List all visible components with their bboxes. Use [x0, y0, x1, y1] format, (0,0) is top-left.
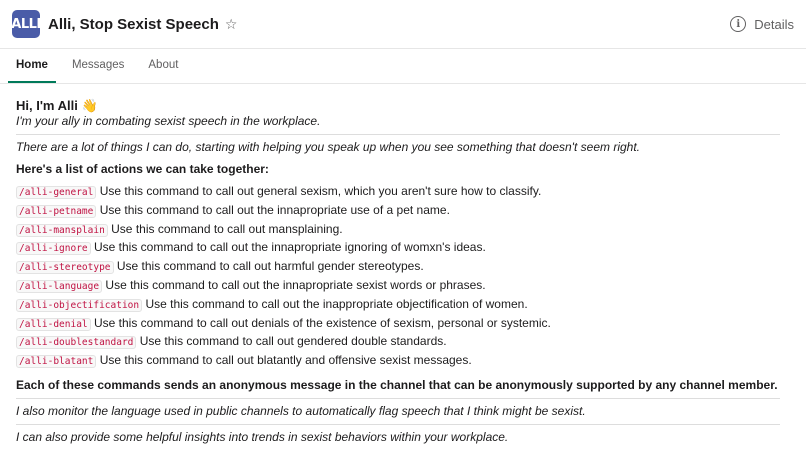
command-description: Use this command to call out the innapropriate sexist words or phrases. — [105, 277, 486, 292]
divider — [16, 398, 780, 399]
command-description: Use this command to call out mansplaining. — [111, 221, 343, 236]
app-title[interactable]: Alli, Stop Sexist Speech — [48, 15, 219, 33]
tab-about[interactable]: About — [148, 59, 179, 71]
command-description: Use this command to call out the innapropriate use of a pet name. — [99, 202, 450, 217]
list-item — [16, 315, 780, 334]
details-button[interactable] — [730, 16, 794, 32]
list-item — [16, 239, 780, 258]
list-item — [16, 221, 780, 240]
list-item — [16, 183, 780, 202]
command-code: /alli-stereotype — [16, 261, 114, 274]
greeting: Hi, I'm Alli 👋 — [16, 98, 98, 113]
list-item — [16, 352, 780, 371]
tab-home[interactable]: Home — [8, 49, 56, 83]
command-code: /alli-petname — [16, 205, 96, 218]
command-list — [16, 183, 780, 371]
command-code: /alli-blatant — [16, 355, 96, 368]
info-icon: i — [730, 16, 746, 32]
list-item — [16, 277, 780, 296]
list-item — [16, 202, 780, 221]
insights-note: I can also provide some helpful insights into trends in sexist behaviors within your workplace. — [16, 429, 509, 444]
command-description: Use this command to call out the inappropriate objectification of women. — [145, 296, 528, 311]
divider — [16, 424, 780, 425]
tab-messages[interactable]: Messages — [71, 59, 125, 71]
command-description: Use this command to call out gendered double standards. — [139, 334, 447, 349]
command-code: /alli-mansplain — [16, 224, 108, 237]
command-description: Use this command to call out blatantly and offensive sexist messages. — [99, 353, 472, 368]
details-label: Details — [754, 16, 794, 32]
command-code: /alli-language — [16, 280, 102, 293]
tab-bar — [0, 49, 806, 84]
command-description: Use this command to call out the innapropriate ignoring of womxn's ideas. — [93, 240, 486, 255]
list-item — [16, 296, 780, 315]
command-code: /alli-doublestandard — [16, 336, 136, 349]
list-item — [16, 258, 780, 277]
app-header — [0, 0, 806, 49]
monitor-note: I also monitor the language used in public channels to automatically flag speech that I think might be sexist. — [16, 403, 586, 418]
star-icon[interactable]: ☆ — [224, 15, 238, 32]
command-code: /alli-objectification — [16, 299, 142, 312]
intro-text: There are a lot of things I can do, starting with helping you speak up when you see something that doesn't seem right. — [16, 140, 640, 154]
command-description: Use this command to call out general sexism, which you aren't sure how to classify. — [99, 184, 542, 198]
app-logo[interactable]: ALLI — [12, 10, 40, 38]
command-description: Use this command to call out harmful gender stereotypes. — [116, 259, 424, 274]
command-code: /alli-general — [16, 186, 96, 199]
command-code: /alli-ignore — [16, 242, 91, 255]
actions-heading: Here's a list of actions we can take together: — [16, 162, 269, 176]
divider — [16, 134, 780, 135]
command-code: /alli-denial — [16, 318, 91, 331]
anonymous-note: Each of these commands sends an anonymous message in the channel that can be anonymously supported by any channel member. — [16, 377, 778, 392]
command-description: Use this command to call out denials of the existence of sexism, personal or systemic. — [93, 315, 551, 330]
tagline: I'm your ally in combating sexist speech in the workplace. — [16, 114, 321, 128]
home-content — [0, 84, 806, 445]
list-item — [16, 333, 780, 352]
